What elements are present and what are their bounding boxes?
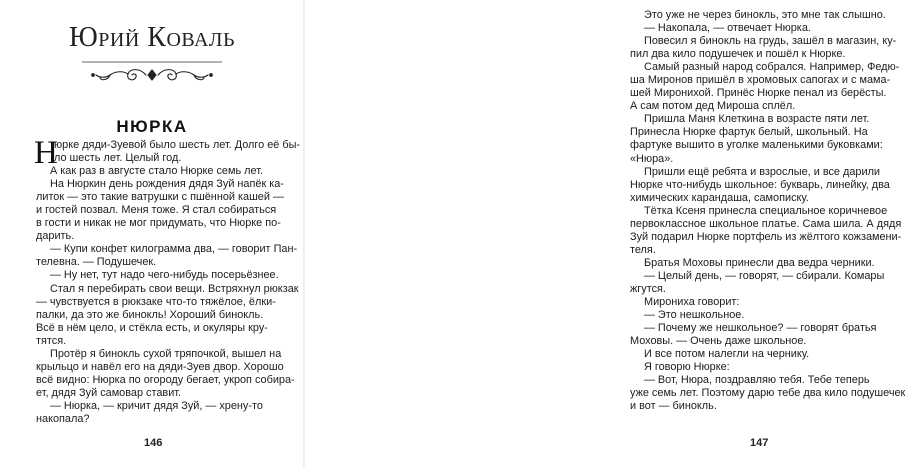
text-line: — Накопала, — отвечает Нюрка. xyxy=(644,22,811,35)
text-line: юрке дяди-Зуевой было шесть лет. Долго её бы- xyxy=(54,139,301,151)
text-line: крыльцо и навёл его на дяди-Зуев двор. Хорошо xyxy=(36,360,284,373)
text-line: шей Миронихой. Принёс Нюрке пенал из берёсты. xyxy=(630,87,887,100)
text-line: тятся. xyxy=(36,334,67,347)
text-line: Мирониха говорит: xyxy=(644,296,740,309)
text-line: — чувствуется в рюкзаке что-то тяжёлое, ёлки- xyxy=(36,295,276,308)
text-line: ло шесть лет. Целый год. xyxy=(54,152,182,165)
text-line: накопала? xyxy=(36,412,90,425)
text-line: Пришли ещё ребята и взрослые, и все дарили xyxy=(644,165,881,178)
text-line: Моховы. — Очень даже школьное. xyxy=(630,335,807,348)
text-line: жгутся. xyxy=(630,282,666,295)
right-page-body-text xyxy=(630,9,905,413)
text-line: Пришла Маня Клеткина в возрасте пяти лет. xyxy=(644,113,870,126)
text-line: литок — это такие ватрушки с пшённой кашей — xyxy=(36,191,284,204)
text-line: первоклассное школьное платье. Сама шила. А дядя xyxy=(630,217,902,230)
text-line: ша Миронов пришёл в хромовых сапогах и с мама- xyxy=(630,74,891,87)
text-line: А сам потом дед Мироша сплёл. xyxy=(630,100,796,113)
text-line: в гости и никак не мог придумать, что Нюрке по- xyxy=(36,217,281,230)
flourish-divider-icon xyxy=(82,60,222,88)
page-number-right: 147 xyxy=(750,437,769,449)
text-line: ет, дядя Зуй самовар ставит. xyxy=(36,386,182,399)
text-line: фартуке вышито в уголке маленькими буковками: xyxy=(630,139,883,152)
text-line: и вот — бинокль. xyxy=(630,400,717,413)
drop-cap: Н xyxy=(34,135,58,171)
text-line: Повесил я бинокль на грудь, зашёл в магазин, ку- xyxy=(644,35,897,48)
left-page xyxy=(0,0,304,467)
text-line: — Это нешкольное. xyxy=(644,309,745,322)
text-line: Принесла Нюрке фартук белый, школьный. На xyxy=(630,126,868,139)
text-line: и гостей позвал. Меня тоже. Я стал собираться xyxy=(36,204,277,217)
text-line: А как раз в августе стало Нюрке семь лет. xyxy=(50,165,264,178)
text-line: На Нюркин день рождения дядя Зуй напёк ка- xyxy=(50,178,284,191)
text-line: — Купи конфет килограмма два, — говорит Пан- xyxy=(50,243,298,256)
text-line: пил два кило подушечек и пошёл к Нюрке. xyxy=(630,48,846,61)
text-line: — Ну нет, тут надо чего-нибудь посерьёзнее. xyxy=(50,269,279,282)
text-line: Самый разный народ собрался. Например, Федю- xyxy=(644,61,900,74)
text-line: химических карандаша, самописку. xyxy=(630,191,809,204)
text-line: «Нюра». xyxy=(630,152,674,165)
text-line: Всё в нём цело, и стёкла есть, и окуляры кру- xyxy=(36,321,268,334)
text-line: Братья Моховы принесли два ведра черники. xyxy=(644,256,875,269)
text-line: теля. xyxy=(630,243,656,256)
author-name: Юрий Коваль xyxy=(69,22,235,53)
left-page-body-text xyxy=(34,135,301,426)
text-line: дарить. xyxy=(36,230,75,243)
text-line: Я говорю Нюрке: xyxy=(644,361,730,374)
chapter-title: НЮРКА xyxy=(116,117,188,136)
text-line: — Вот, Нюра, поздравляю тебя. Тебе теперь xyxy=(644,374,870,387)
text-line: — Целый день, — говорят, — сбирали. Комары xyxy=(644,269,885,282)
page-number-left: 146 xyxy=(144,437,163,449)
text-line: Стал я перебирать свои вещи. Встряхнул рюкзак xyxy=(50,282,299,295)
text-line: Тётка Ксеня принесла специальное коричневое xyxy=(644,204,888,217)
text-line: Протёр я бинокль сухой тряпочкой, вышел на xyxy=(50,347,282,360)
text-line: — Нюрка, — кричит дядя Зуй, — хрену-то xyxy=(50,399,263,412)
text-line: всё видно: Нюрка по огороду бегает, укроп собира- xyxy=(36,373,295,386)
right-page xyxy=(304,0,905,467)
text-line: И все потом налегли на чернику. xyxy=(644,348,810,361)
text-line: телевна. — Подушечек. xyxy=(36,256,157,269)
text-line: Зуй подарил Нюрке портфель из жёлтого кожзамени- xyxy=(630,230,902,243)
text-line: — Почему же нешкольное? — говорят братья xyxy=(644,322,877,335)
text-line: Это уже не через бинокль, это мне так слышно. xyxy=(644,9,886,21)
text-line: уже семь лет. Поэтому дарю тебе два кило подушечек xyxy=(630,387,905,400)
text-line: палки, да это же бинокль! Хороший бинокль. xyxy=(36,308,264,321)
text-line: Нюрке что-нибудь школьное: букварь, линейку, два xyxy=(630,178,890,191)
